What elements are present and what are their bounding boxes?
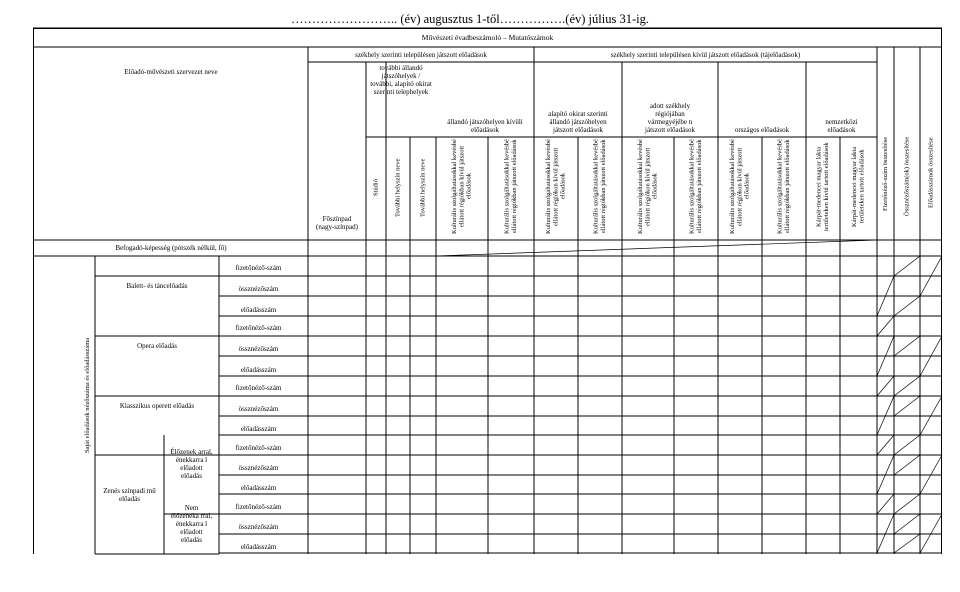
col-cult-local-b: Kulturális szolgáltatásokkal kevésbé ellátott régiókban játszott előadások	[503, 139, 518, 234]
col-total-paying: Fizetőnéző-szám összesítése	[881, 137, 889, 212]
table-title: Művészeti évadbeszámoló – Mutatószámok	[421, 32, 554, 42]
group-local-header: székhely szerinti településen játszott előadások	[355, 50, 487, 59]
sub-tour-international: nemzetközi előadások	[825, 118, 858, 134]
genre-opera: Opera előadás	[137, 342, 177, 350]
col-cult-national-b: Kulturális szolgáltatásokkal kevésbé ellátott régiókban játszott előadások	[776, 139, 791, 234]
operetta-paying: fizetőnéző-szám	[235, 384, 282, 392]
col-venue-2: További helyszín neve	[419, 158, 427, 217]
col-karpat-b: Kárpát-medencei magyar lakta területeken tartott előadások	[851, 146, 866, 227]
musical-without-shows: előadásszám	[240, 543, 277, 551]
col-total-shows: Előadásszámok összesítése	[927, 137, 935, 208]
musical-with-shows: előadásszám	[240, 484, 277, 492]
operetta-total: össznézőszám	[238, 405, 279, 413]
sub-tour-region: adott székhely régiójában vármegyéjébe n játszott előadások	[645, 102, 695, 134]
opera-shows: előadásszám	[240, 366, 277, 374]
musical-with-total: össznézőszám	[238, 464, 279, 472]
opera-paying: fizetőnéző-szám	[235, 324, 282, 332]
operetta-shows: előadásszám	[240, 425, 277, 433]
side-label: Saját előadások nézőszáma és előadásszáma	[83, 337, 91, 453]
org-name-header: Előadó-művészeti szervezet neve	[124, 68, 218, 76]
col-total-viewers: Össznézőszám(ok) összesítése	[903, 137, 911, 217]
group-tour-header: székhely szerinti településen kívül játszott előadások (tájelőadások)	[610, 50, 801, 59]
genre-musical-without: Nem élőzeneka rral, énekkarra l előadott előadás	[170, 504, 213, 544]
col-cult-region-b: Kulturális szolgáltatásokkal kevésbé ellátott régiókban játszott előadások	[688, 139, 703, 234]
col-cult-local-a: Kulturális szolgáltatásokkal kevésbé ellátott régiókban kívül játszott előadások	[450, 139, 473, 234]
sub-local-halls: további állandó játszóhelyek / további, alapító okirat szerinti telephelyek	[370, 64, 432, 96]
genre-operetta: Klasszikus operett előadás	[119, 402, 195, 410]
sub-local-outside: állandó játszóhelyen kívüli előadások	[447, 118, 523, 134]
genre-musical: Zenés színpadi mű előadás	[103, 487, 156, 503]
musical-with-paying: fizetőnéző-szám	[235, 444, 282, 452]
musical-without-paying: fizetőnéző-szám	[235, 503, 282, 511]
ballet-paying: fizetőnéző-szám	[235, 264, 282, 272]
capacity-label: Befogadó-képesség (pótszék nélkül, fő)	[115, 244, 227, 252]
col-cult-national-a: Kulturális szolgáltatásokkal kevésbé ellátott régiókon kívül játszott előadások	[728, 139, 751, 234]
col-cult-founder-b: Kulturális szolgáltatásokkal kevésbé ellátott régiókban játszott előadások	[592, 139, 607, 234]
page-title: …………………….. (év) augusztus 1-től…………….(év) július 31-ig.	[291, 12, 649, 26]
genre-ballet: Balett- és táncelőadás	[126, 282, 188, 290]
col-cult-region-a: Kulturális szolgáltatásokkal kevésbé ellátott régiókon kívül játszott előadások	[636, 139, 659, 234]
sub-tour-national: országos előadások	[734, 126, 790, 134]
col-karpat-a: Kárpát-medencei magyar lakta területeken kívül tartott előadások	[815, 142, 830, 231]
opera-total: össznézőszám	[238, 345, 279, 353]
sub-tour-founder: alapító okirat szerinti állandó játszóhelyen játszott előadások	[548, 110, 608, 134]
musical-without-total: össznézőszám	[238, 523, 279, 531]
col-cult-founder-a: Kulturális szolgáltatásokkal kevésbé ellátott régiókon kívül játszott előadások	[544, 139, 567, 234]
ballet-total: össznézőszám	[238, 285, 279, 293]
col-venue-1: További helyszín neve	[394, 158, 402, 217]
col-main-stage: Főszínpad (nagy-színpad)	[316, 214, 358, 231]
col-studio: Stúdió	[372, 179, 380, 196]
genre-musical-with: Élőzenek arral, énekkarra l előadott előadás	[170, 448, 213, 480]
ballet-shows: előadásszám	[240, 306, 277, 314]
